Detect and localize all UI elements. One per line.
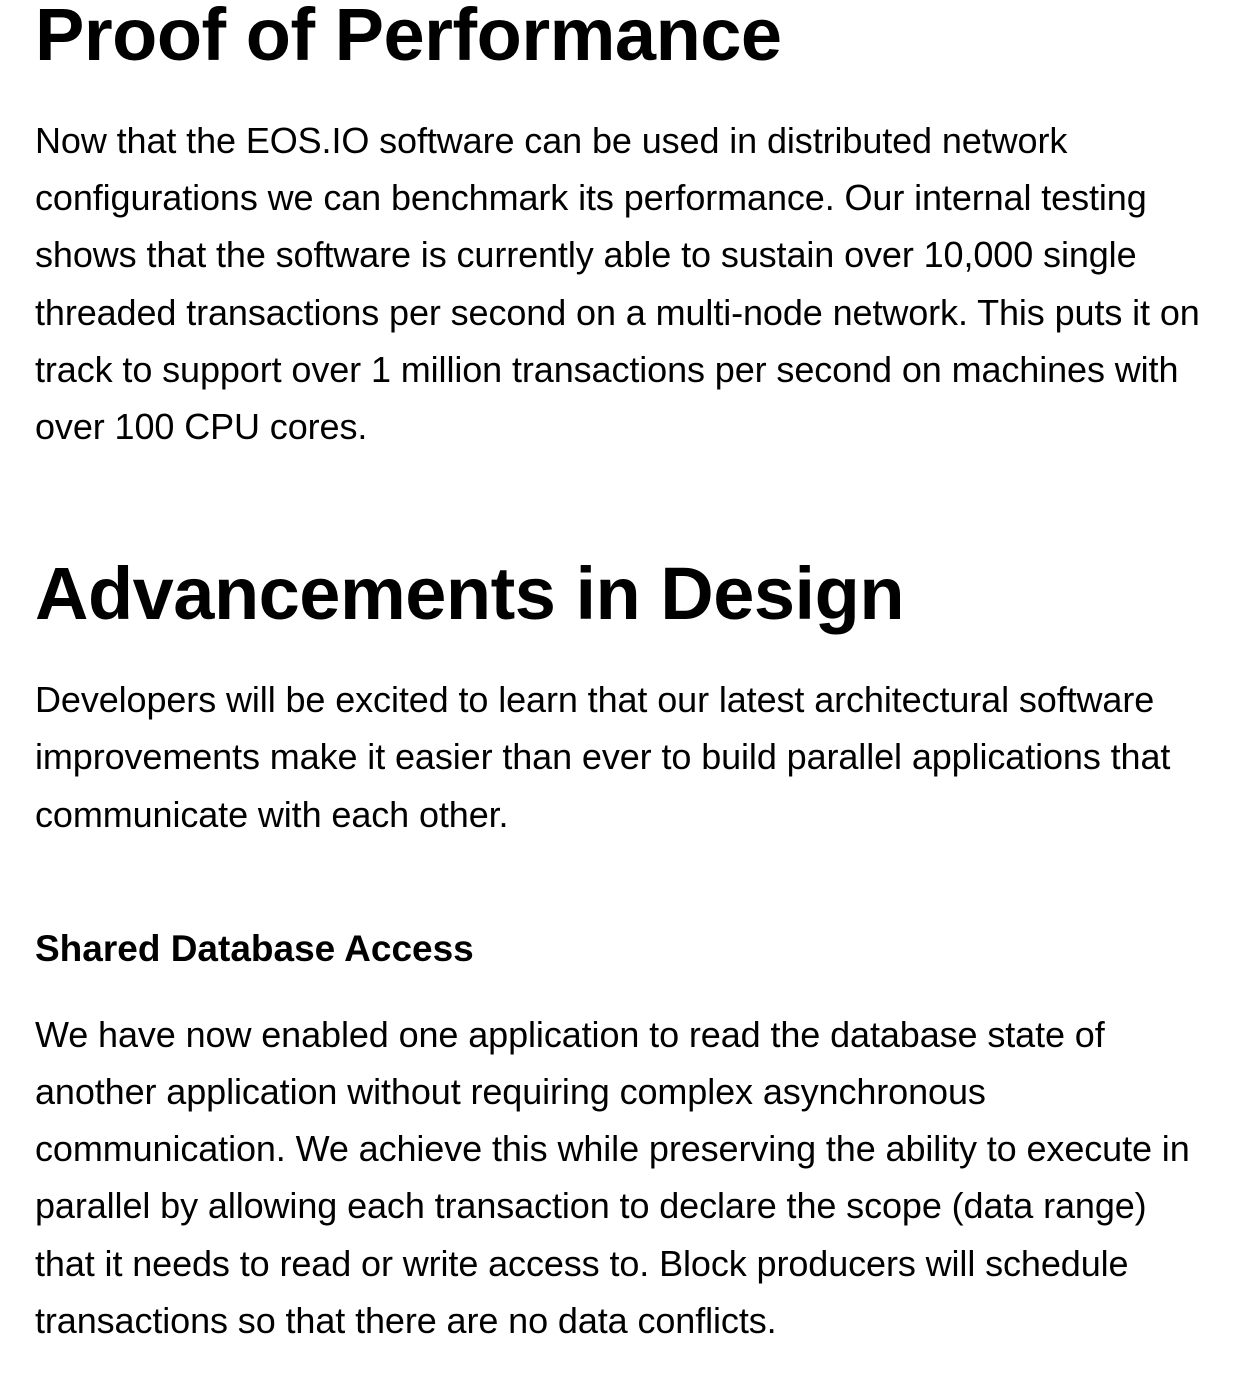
- paragraph-shared-database-access: We have now enabled one application to read the database state of another application without requiring complex asynchronous communication. We achieve this while preserving the ability to execute in parallel by allowing each transaction to declare the scope (data range) that it needs to read or write access to. Block producers will schedule transactions so that there are no data conflicts.: [35, 1013, 1190, 1341]
- subheading-shared-database-access: Shared Database Access: [35, 927, 474, 969]
- paragraph-advancements-in-design: Developers will be excited to learn that our latest architectural software improvements make it easier than ever to build parallel applications that communicate with each other.: [35, 679, 1171, 835]
- heading-advancements-in-design: Advancements in Design: [35, 552, 905, 636]
- article-content: [35, 0, 1215, 1349]
- paragraph-proof-of-performance: Now that the EOS.IO software can be used in distributed network configurations we can benchmark its performance. Our internal testing shows that the software is currently able to sustain over 10,000 single threaded transactions per second on a multi-node network. This puts it on track to support over 1 million transactions per second on machines with over 100 CPU cores.: [35, 120, 1200, 448]
- heading-proof-of-performance: Proof of Performance: [35, 0, 782, 76]
